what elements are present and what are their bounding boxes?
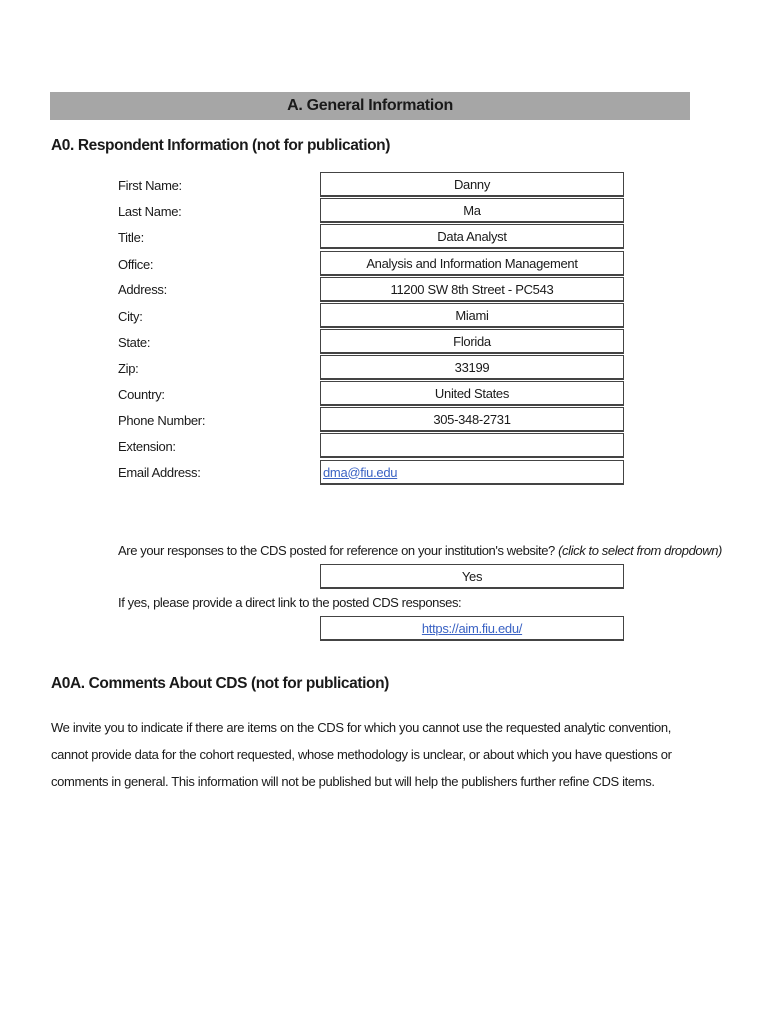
country-label: Country: [118, 387, 165, 402]
city-value: Miami [455, 307, 489, 323]
office-value: Analysis and Information Management [366, 255, 578, 271]
comments-paragraph [51, 714, 672, 795]
state-label: State: [118, 335, 151, 350]
comments-line: cannot provide data for the cohort requested, whose methodology is unclear, or about which you have questions or [51, 747, 672, 762]
comments-heading: A0A. Comments About CDS (not for publication) [51, 675, 389, 692]
email-link[interactable]: dma@fiu.edu [323, 464, 398, 480]
website-question [118, 543, 722, 558]
phone-value: 305-348-2731 [433, 411, 511, 427]
title-field[interactable] [320, 224, 624, 249]
comments-line: We invite you to indicate if there are items on the CDS for which you cannot use the requested analytic convention, [51, 720, 671, 735]
phone-field[interactable] [320, 407, 624, 432]
website-posted-value: Yes [461, 568, 483, 584]
last-name-label: Last Name: [118, 204, 182, 219]
title-label: Title: [118, 230, 144, 245]
first-name-field[interactable] [320, 172, 624, 197]
office-field[interactable] [320, 251, 624, 276]
website-posted-dropdown[interactable] [320, 564, 624, 589]
city-label: City: [118, 309, 143, 324]
respondent-heading: A0. Respondent Information (not for publication) [51, 137, 390, 154]
banner-title: A. General Information [287, 97, 453, 114]
extension-label: Extension: [118, 439, 176, 454]
country-field[interactable] [320, 381, 624, 406]
address-field[interactable] [320, 277, 624, 302]
extension-field[interactable] [320, 433, 624, 458]
website-question-text: Are your responses to the CDS posted for reference on your institution's website? [118, 543, 555, 558]
office-label: Office: [118, 257, 154, 272]
zip-label: Zip: [118, 361, 139, 376]
phone-label: Phone Number: [118, 413, 206, 428]
section-banner [50, 92, 690, 120]
comments-line: comments in general. This information will not be published but will help the publishers further refine CDS items. [51, 774, 655, 789]
email-label: Email Address: [118, 465, 201, 480]
first-name-label: First Name: [118, 178, 182, 193]
cds-link-field[interactable] [320, 616, 624, 641]
address-value: 11200 SW 8th Street - PC543 [390, 281, 554, 297]
link-prompt: If yes, please provide a direct link to the posted CDS responses: [118, 595, 462, 610]
cds-link[interactable]: https://aim.fiu.edu/ [421, 620, 523, 636]
dropdown-hint: (click to select from dropdown) [558, 543, 722, 558]
last-name-value: Ma [463, 202, 481, 218]
email-field[interactable] [320, 460, 624, 485]
zip-field[interactable] [320, 355, 624, 380]
address-label: Address: [118, 282, 167, 297]
state-value: Florida [453, 333, 491, 349]
country-value: United States [434, 385, 510, 401]
city-field[interactable] [320, 303, 624, 328]
first-name-value: Danny [453, 176, 491, 192]
title-value: Data Analyst [437, 228, 507, 244]
state-field[interactable] [320, 329, 624, 354]
last-name-field[interactable] [320, 198, 624, 223]
zip-value: 33199 [454, 359, 490, 375]
